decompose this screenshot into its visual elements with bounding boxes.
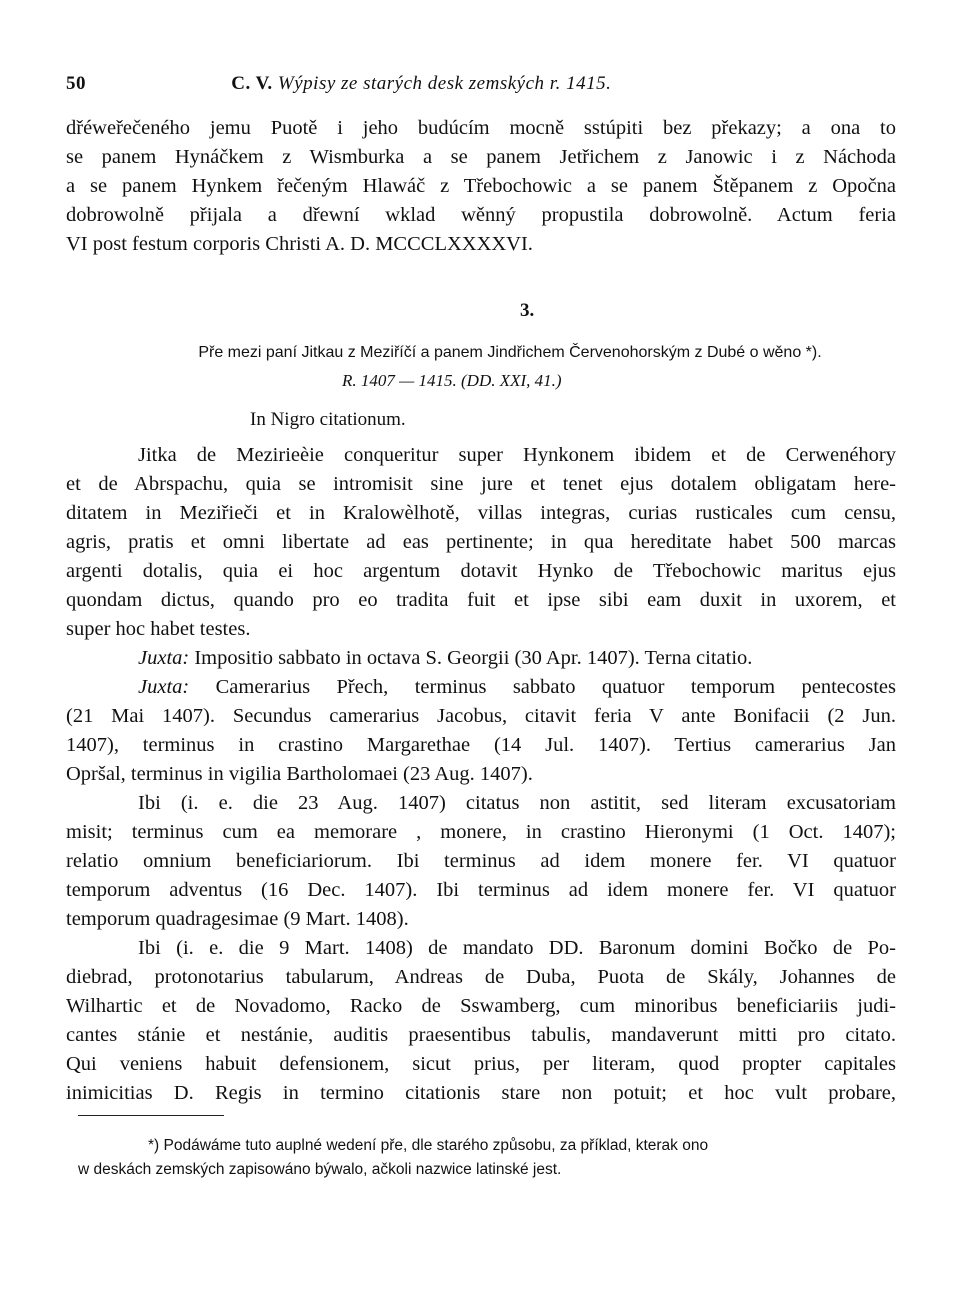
text-line: Ibi (i. e. die 9 Mart. 1408) de mandato DD. Baronum domini Bočko de Po- xyxy=(138,937,896,959)
document-number: 3. xyxy=(520,300,535,321)
text-line: argenti dotalis, quia ei hoc argentum dotavit Hynko de Třebochowic maritus ejus xyxy=(66,560,896,582)
text-line: diebrad, protonotarius tabularum, Andreas de Duba, Puota de Skály, Johannes de xyxy=(66,966,896,988)
page-number: 50 xyxy=(66,73,86,94)
footnote xyxy=(78,1134,896,1182)
text-line: inimicitias D. Regis in termino citationis stare non potuit; et hoc vult probare, xyxy=(66,1082,896,1104)
text-line: (21 Mai 1407). Secundus camerarius Jacobus, citavit feria V ante Bonifacii (2 Jun. xyxy=(66,705,896,727)
text-line: dobrowolně přijala a dřewní wklad wěnný propustila dobrowolně. Actum feria xyxy=(66,204,896,226)
text-line: Ibi (i. e. die 23 Aug. 1407) citatus non astitit, sed literam excusatoriam xyxy=(138,792,896,814)
record-label: In Nigro citationum. xyxy=(250,409,406,430)
document-heading: Pře mezi paní Jitkau z Meziříčí a panem Jindřichem Červenohorským z Dubé o wěno *). xyxy=(198,344,822,361)
text-line: super hoc habet testes. xyxy=(66,618,251,640)
text-line-content: Camerarius Přech, terminus sabbato quatuor temporum pentecostes xyxy=(215,676,896,698)
text-line: VI post festum corporis Christi A. D. MCCCLXXXXVI. xyxy=(66,233,533,255)
text-line: Opršal, terminus in vigilia Bartholomaei (23 Aug. 1407). xyxy=(66,763,533,785)
paragraph-ibi-1 xyxy=(66,789,896,934)
running-head xyxy=(66,72,896,96)
text-line xyxy=(66,673,896,702)
series-title xyxy=(231,73,611,94)
text-line: Jitka de Mezirieèie conqueritur super Hynkonem ibidem et de Cerwenéhory xyxy=(138,444,896,466)
paragraph-juxta-2 xyxy=(66,673,896,789)
text-line: quondam dictus, quando pro eo tradita fuit et ipse sibi eam duxit in uxorem, et xyxy=(66,589,896,611)
text-line: Qui veniens habuit defensionem, sicut prius, per literam, quod propter capitales xyxy=(66,1053,896,1075)
text-line: misit; terminus cum ea memorare , monere, in crastino Hieronymi (1 Oct. 1407); xyxy=(66,821,896,843)
paragraph-complaint xyxy=(66,441,896,644)
paragraph-juxta-1 xyxy=(66,644,896,673)
text-line: se panem Hynáčkem z Wismburka a se panem Jetřichem z Janowic i z Náchoda xyxy=(66,146,896,168)
footnote-divider xyxy=(78,1115,224,1116)
footnote-line: w deskách zemských zapisowáno býwalo, ačkoli nazwice latinské jest. xyxy=(78,1161,562,1178)
text-line xyxy=(66,644,896,673)
text-line: cantes stánie et nestánie, auditis praesentibus tabulis, mandaverunt mitti pro citato. xyxy=(66,1024,896,1046)
text-line: et de Abrspachu, quia se intromisit sine jure et tenet ejus dotalem obligatam here- xyxy=(66,473,896,495)
text-line-content: Impositio sabbato in octava S. Georgii (30 Apr. 1407). Terna citatio. xyxy=(194,647,753,669)
series-roman: C. V. xyxy=(231,73,273,94)
source-reference: (DD. XXI, 41.) xyxy=(461,371,562,390)
text-line: agris, pratis et omni libertate ad eas pertinente; in qua hereditate habet 500 marcas xyxy=(66,531,896,553)
top-paragraph xyxy=(66,114,896,259)
text-line: 1407), terminus in crastino Margarethae (14 Jul. 1407). Tertius camerarius Jan xyxy=(66,734,896,756)
text-line: Wilhartic et de Novadomo, Racko de Sswamberg, cum minoribus beneficiariis judi- xyxy=(66,995,896,1017)
juxta-label: Juxta: xyxy=(138,647,190,669)
text-line: temporum quadragesimae (9 Mart. 1408). xyxy=(66,908,409,930)
text-line: a se panem Hynkem řečeným Hlawáč z Třebochowic a se panem Štěpanem z Opočna xyxy=(66,175,896,197)
text-line: relatio omnium beneficiariorum. Ibi terminus ad idem monere fer. VI quatuor xyxy=(66,850,896,872)
juxta-label: Juxta: xyxy=(138,676,190,698)
series-title-text: Wýpisy ze starých desk zemských r. 1415. xyxy=(277,73,612,94)
text-line: temporum adventus (16 Dec. 1407). Ibi terminus ad idem monere fer. VI quatuor xyxy=(66,879,896,901)
paragraph-ibi-2 xyxy=(66,934,896,1108)
text-line: ditatem in Meziřieči et in Kralowèlhotě, villas integras, curias rusticales cum censu, xyxy=(66,502,896,524)
footnote-line: *) Podáwáme tuto auplné wedení pře, dle starého způsobu, za příklad, kterak ono xyxy=(148,1137,709,1154)
document-source xyxy=(342,370,562,392)
text-line: dřéweřečeného jemu Puotě i jeho budúcím mocně sstúpiti bez překazy; a ona to xyxy=(66,117,896,139)
source-prefix: R. 1407 — 1415. xyxy=(342,371,457,390)
